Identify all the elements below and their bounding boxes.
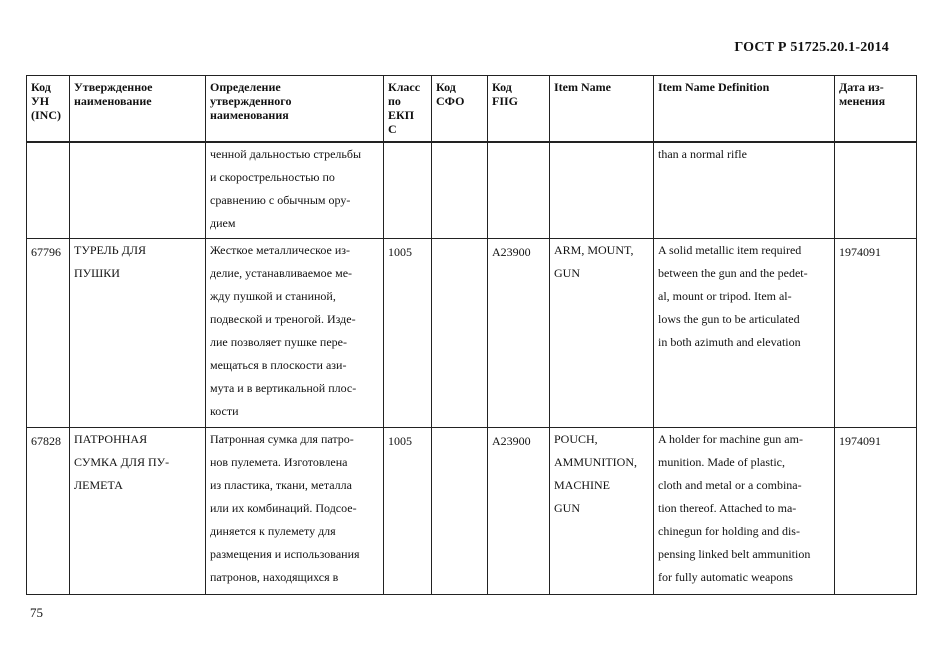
cell-approved-name [70, 238, 206, 427]
cell-text-line: MACHINE [554, 477, 610, 492]
cell-change-date: 1974091 [835, 238, 917, 427]
cell-text-line: A solid metallic item required [658, 242, 802, 257]
cell-text-line: than a normal rifle [658, 146, 747, 161]
cell-text-line: ЕКП [388, 108, 415, 122]
cell-text-line: размещения и использования [210, 546, 360, 561]
cell-text-line: патронов, находящихся в [210, 569, 339, 584]
cell-text-line: жду пушкой и станиной, [210, 288, 336, 303]
cell-class [384, 142, 432, 239]
cell-text-line: pensing linked belt ammunition [658, 546, 811, 561]
cell-item-name [550, 142, 654, 239]
cell-item-definition [654, 238, 835, 427]
cell-text-line: дием [210, 215, 236, 230]
cell-text-line: munition. Made of plastic, [658, 454, 785, 469]
cell-text-line: С [388, 122, 397, 136]
table-row [27, 142, 917, 239]
cell-text-line: наименование [74, 94, 152, 108]
cell-text-line: мещаться в плоскости ази- [210, 357, 347, 372]
cell-text-line: GUN [554, 500, 580, 515]
cell-text-line: или их комбинаций. Подсое- [210, 500, 357, 515]
cell-fiig: A23900 [488, 238, 550, 427]
cell-change-date [835, 142, 917, 239]
cell-text-line: диняется к пулемету для [210, 523, 336, 538]
cell-text-line: подвеской и треногой. Изде- [210, 311, 356, 326]
cell-fiig: A23900 [488, 427, 550, 594]
header-approved-name [70, 76, 206, 142]
cell-fiig [488, 142, 550, 239]
cell-class: 1005 [384, 238, 432, 427]
cell-text-line: ПАТРОННАЯ [74, 431, 148, 446]
header-item-name [550, 76, 654, 142]
cell-text-line: A holder for machine gun am- [658, 431, 803, 446]
cell-text-line: делие, устанавливаемое ме- [210, 265, 353, 280]
cell-text-line: Дата из- [839, 80, 884, 94]
cell-text-line: сравнению с обычным ору- [210, 192, 351, 207]
table-header-row [27, 76, 917, 142]
table-row [27, 238, 917, 427]
cell-text-line: chinegun for holding and dis- [658, 523, 800, 538]
cell-text-line: in both azimuth and elevation [658, 334, 801, 349]
cell-item-definition [654, 427, 835, 594]
cell-text-line: GUN [554, 265, 580, 280]
cell-text-line: Утвержденное [74, 80, 153, 94]
cell-text-line: ченной дальностью стрельбы [210, 146, 362, 161]
cell-sfo [432, 427, 488, 594]
cell-text-line: кости [210, 403, 239, 418]
cell-text-line: lows the gun to be articulated [658, 311, 800, 326]
header-sfo [432, 76, 488, 142]
cell-text-line: Жесткое металлическое из- [210, 242, 351, 257]
cell-text-line: Код [436, 80, 456, 94]
cell-approved-name [70, 142, 206, 239]
cell-text-line: Item Name [554, 80, 611, 94]
cell-change-date: 1974091 [835, 427, 917, 594]
cell-text-line: СФО [436, 94, 465, 108]
classifier-table [26, 75, 917, 595]
cell-text-line: Код [31, 80, 51, 94]
cell-text-line: ARM, MOUNT, [554, 242, 634, 257]
cell-text-line: СУМКА ДЛЯ ПУ- [74, 454, 170, 469]
cell-definition [206, 427, 384, 594]
cell-definition [206, 238, 384, 427]
cell-text-line: УН [31, 94, 50, 108]
cell-text-line: AMMUNITION, [554, 454, 637, 469]
cell-code: 67828 [27, 427, 70, 594]
cell-approved-name [70, 427, 206, 594]
cell-text-line: ТУРЕЛЬ ДЛЯ [74, 242, 147, 257]
cell-class: 1005 [384, 427, 432, 594]
cell-text-line: tion thereof. Attached to ma- [658, 500, 797, 515]
cell-text-line: Патронная сумка для патро- [210, 431, 354, 446]
cell-text-line: и скорострельностью по [210, 169, 335, 184]
cell-text-line: мута и в вертикальной плос- [210, 380, 357, 395]
header-code [27, 76, 70, 142]
cell-text-line: cloth and metal or a combina- [658, 477, 802, 492]
cell-text-line: al, mount or tripod. Item al- [658, 288, 792, 303]
cell-sfo [432, 238, 488, 427]
cell-text-line: ПУШКИ [74, 265, 120, 280]
cell-text-line: between the gun and the pedet- [658, 265, 808, 280]
cell-text-line: Определение [210, 80, 281, 94]
cell-text-line: Класс [388, 80, 421, 94]
document-standard-number: ГОСТ Р 51725.20.1-2014 [734, 40, 889, 55]
header-definition [206, 76, 384, 142]
cell-text-line: по [388, 94, 401, 108]
cell-definition [206, 142, 384, 239]
cell-text-line: наименования [210, 108, 289, 122]
cell-item-definition [654, 142, 835, 239]
cell-text-line: for fully automatic weapons [658, 569, 793, 584]
header-fiig [488, 76, 550, 142]
cell-sfo [432, 142, 488, 239]
cell-code: 67796 [27, 238, 70, 427]
cell-item-name [550, 238, 654, 427]
header-item-definition [654, 76, 835, 142]
header-class [384, 76, 432, 142]
cell-text-line: из пластика, ткани, металла [210, 477, 352, 492]
page-number: 75 [30, 605, 43, 620]
cell-text-line: ЛЕМЕТА [74, 477, 123, 492]
cell-item-name [550, 427, 654, 594]
cell-text-line: нов пулемета. Изготовлена [210, 454, 348, 469]
cell-text-line: менения [839, 94, 886, 108]
table-row [27, 427, 917, 594]
cell-text-line: утвержденного [210, 94, 292, 108]
cell-text-line: POUCH, [554, 431, 598, 446]
cell-text-line: (INC) [31, 108, 61, 122]
cell-text-line: лие позволяет пушке пере- [210, 334, 347, 349]
cell-code [27, 142, 70, 239]
header-change-date [835, 76, 917, 142]
cell-text-line: Item Name Definition [658, 80, 770, 94]
cell-text-line: FIIG [492, 94, 519, 108]
cell-text-line: Код [492, 80, 512, 94]
